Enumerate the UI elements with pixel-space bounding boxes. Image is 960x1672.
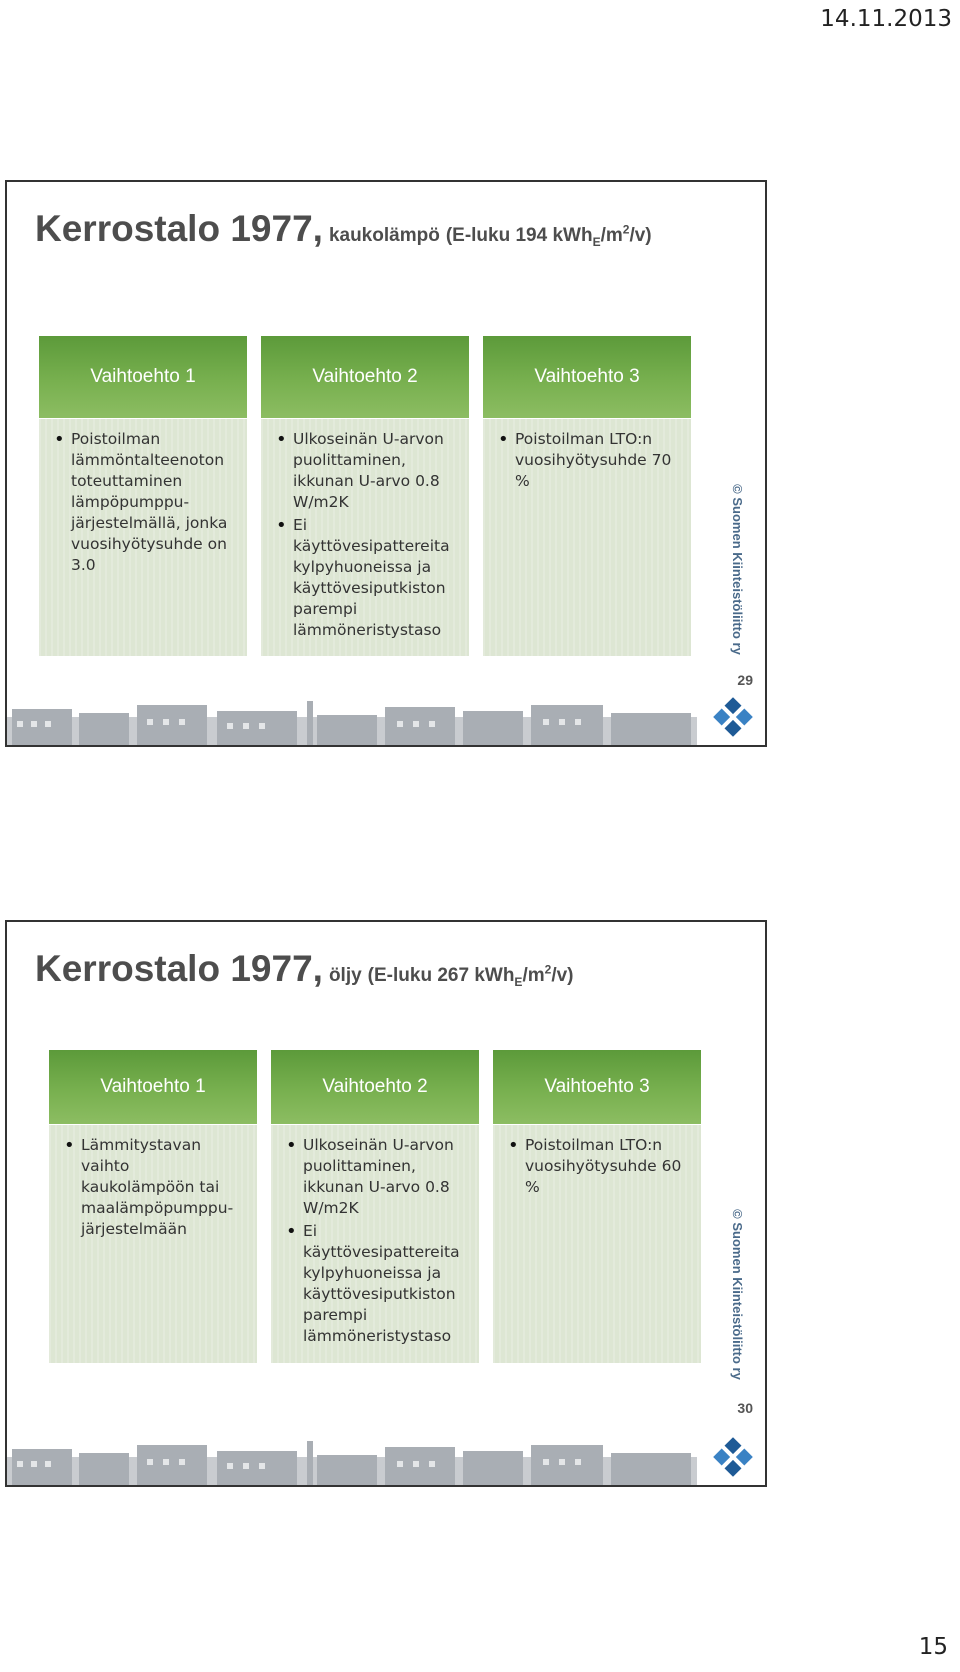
- slide-title-heating: kaukolämpö: [328, 225, 440, 246]
- slide-number: 30: [737, 1400, 753, 1416]
- page-number: 15: [918, 1634, 948, 1660]
- option-body: [271, 1125, 479, 1363]
- option-bullet: • Ulkoseinän U-arvon puolittaminen, ikkunan U-arvo 0.8 W/m2K: [293, 429, 459, 513]
- slide-title-heating: öljy: [328, 965, 362, 986]
- option-heading: Vaihtoehto 1: [49, 1050, 257, 1125]
- option-box-3: [493, 1050, 701, 1363]
- option-body: [261, 419, 469, 656]
- option-bullet: • Lämmitystavan vaihto kaukolämpöön tai maalämpöpumppu-järjestelmään: [81, 1135, 247, 1240]
- kiinteistoliitto-logo: [711, 1435, 755, 1479]
- option-bullet: • Poistoilman LTO:n vuosihyötysuhde 60 %: [525, 1135, 691, 1198]
- option-heading: Vaihtoehto 2: [271, 1050, 479, 1125]
- slide-29: [5, 180, 767, 747]
- option-box-3: [483, 336, 691, 656]
- slide-title-eluku: (E-luku 194 $kWh_E/m^2/v$): [445, 222, 652, 249]
- slide-30: [5, 920, 767, 1487]
- slide-title-main: Kerrostalo 1977,: [35, 208, 323, 249]
- kiinteistoliitto-logo: [711, 695, 755, 739]
- city-skyline-banner: [7, 699, 697, 745]
- option-heading: Vaihtoehto 1: [39, 336, 247, 419]
- slide-title: [35, 208, 652, 250]
- city-skyline-banner: [7, 1439, 697, 1485]
- slide-title-eluku: (E-luku 267 $kWh_E/m^2/v$): [367, 962, 574, 989]
- option-box-2: [271, 1050, 479, 1363]
- page-date: 14.11.2013: [820, 6, 952, 32]
- option-heading: Vaihtoehto 3: [493, 1050, 701, 1125]
- option-bullet: • Ei käyttövesipattereita kylpyhuoneissa ja käyttövesiputkiston parempi lämmöneristystaso: [303, 1221, 469, 1347]
- option-bullet: • Ulkoseinän U-arvon puolittaminen, ikkunan U-arvo 0.8 W/m2K: [303, 1135, 469, 1219]
- option-bullet: • Poistoilman LTO:n vuosihyötysuhde 70 %: [515, 429, 681, 492]
- slide-title: [35, 948, 574, 990]
- option-body: [483, 419, 691, 656]
- option-box-1: [39, 336, 247, 656]
- option-body: [39, 419, 247, 656]
- option-body: [493, 1125, 701, 1363]
- option-bullet: • Ei käyttövesipattereita kylpyhuoneissa ja käyttövesiputkiston parempi lämmöneristystaso: [293, 515, 459, 641]
- copyright-watermark: © Suomen Kiinteistöliitto ry: [730, 484, 746, 655]
- option-heading: Vaihtoehto 2: [261, 336, 469, 419]
- slide-number: 29: [737, 672, 753, 688]
- copyright-watermark: © Suomen Kiinteistöliitto ry: [730, 1209, 746, 1380]
- option-box-1: [49, 1050, 257, 1363]
- option-body: [49, 1125, 257, 1363]
- option-bullet: • Poistoilman lämmöntalteenoton toteuttaminen lämpöpumppu-järjestelmällä, jonka vuosihyötysuhde on 3.0: [71, 429, 237, 576]
- option-box-2: [261, 336, 469, 656]
- option-heading: Vaihtoehto 3: [483, 336, 691, 419]
- slide-title-main: Kerrostalo 1977,: [35, 948, 323, 989]
